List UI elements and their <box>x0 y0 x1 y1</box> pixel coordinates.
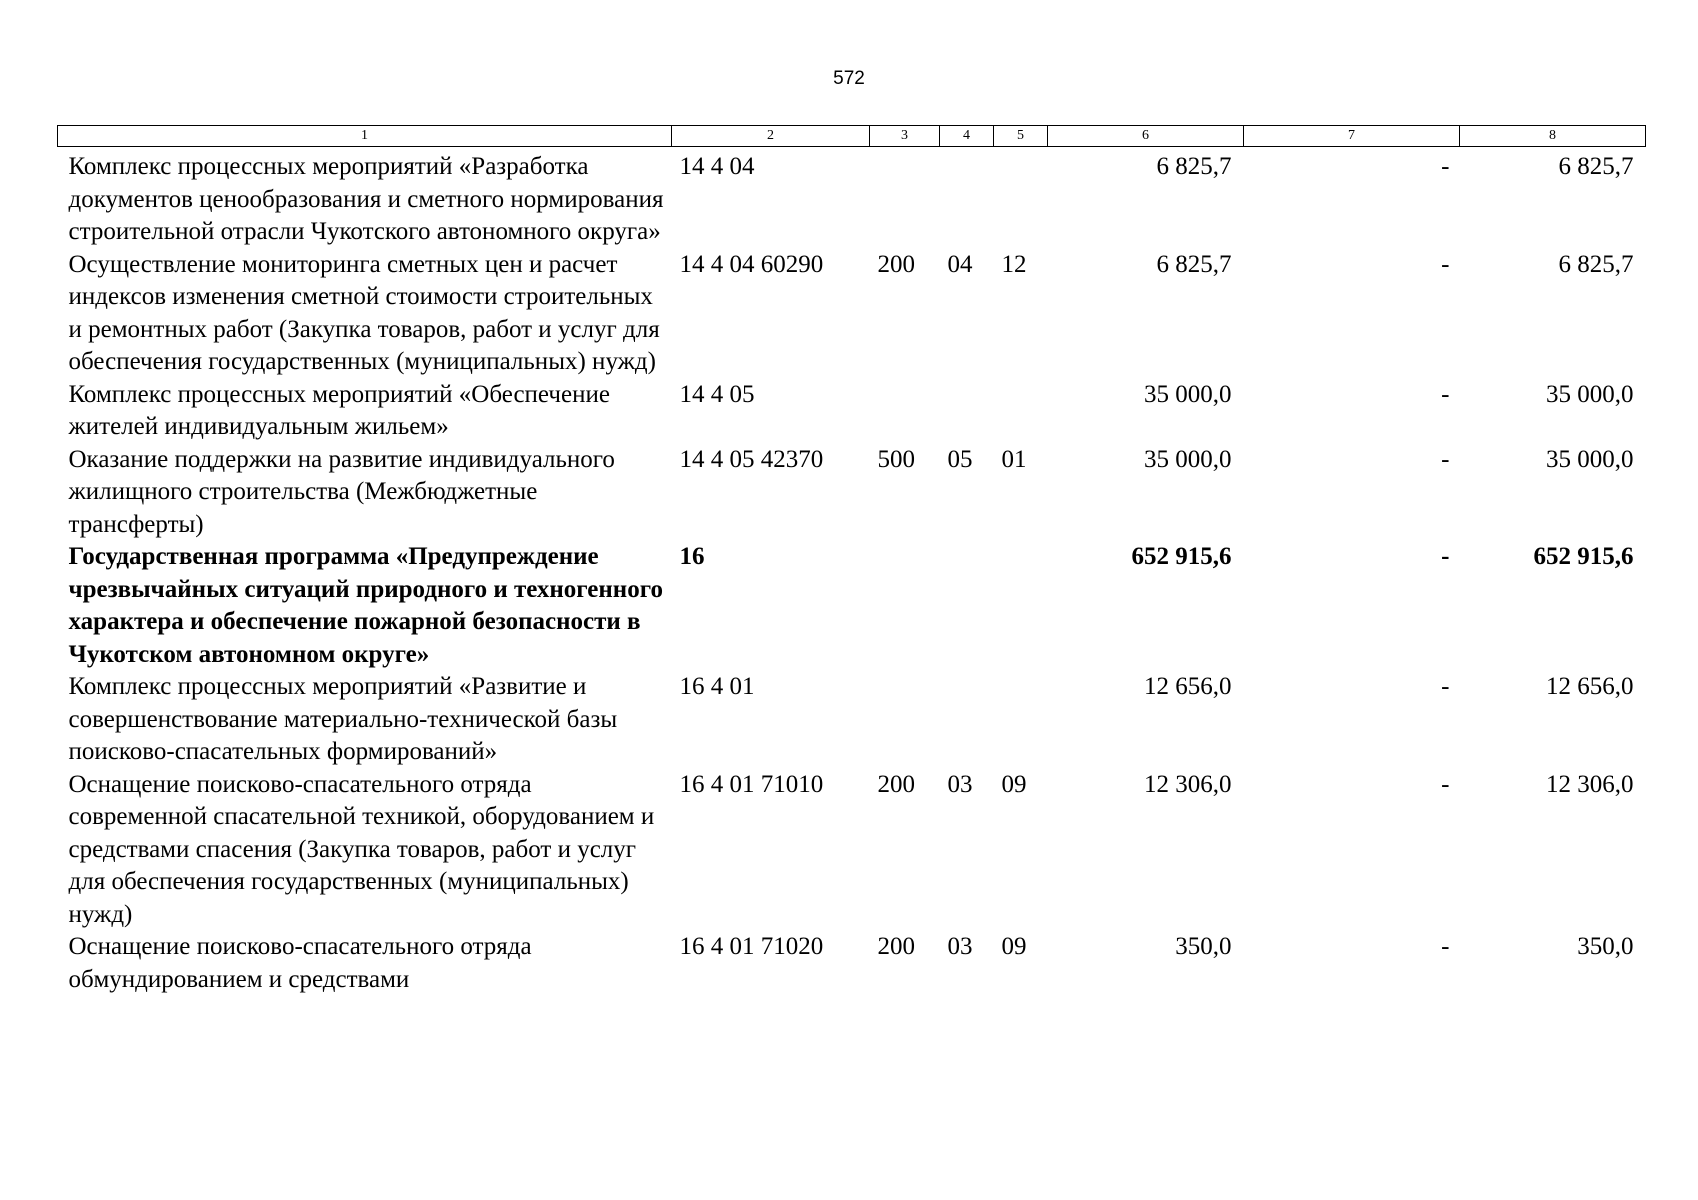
header-col-3: 3 <box>870 126 940 147</box>
table-row-program <box>58 541 1646 671</box>
row-amount-col6: 12 306,0 <box>1144 770 1232 798</box>
row-pr-code <box>994 541 1048 671</box>
row-rz-code: 05 <box>947 445 973 473</box>
row-name: Комплекс процессных мероприятий «Разработка документов ценообразования и сметного нормирования строительной отрасли Чукотского автономного округа» <box>68 153 664 245</box>
row-vr-code <box>870 671 940 769</box>
row-rz-code: 03 <box>947 770 973 798</box>
row-csr-code: 14 4 04 <box>679 153 755 180</box>
row-amount-col7: - <box>1441 153 1450 180</box>
row-name: Государственная программа «Предупреждение чрезвычайных ситуаций природного и техногенного характера и обеспечение пожарной безопасности в Чукотском автономном округе» <box>68 543 663 668</box>
table-row <box>58 769 1646 932</box>
row-amount-col8: 6 825,7 <box>1558 153 1634 180</box>
header-col-2: 2 <box>672 126 870 147</box>
row-vr-code: 200 <box>877 933 915 960</box>
row-pr-code <box>994 671 1048 769</box>
row-amount-col7: - <box>1441 770 1450 798</box>
row-rz-code <box>940 147 994 249</box>
row-vr-code: 200 <box>877 770 915 798</box>
row-vr-code <box>870 379 940 444</box>
row-amount-col6: 652 915,6 <box>1131 543 1232 570</box>
row-csr-code: 16 4 01 71020 <box>679 933 824 960</box>
table-row <box>58 249 1646 379</box>
table-header-row <box>58 126 1646 147</box>
header-col-4: 4 <box>940 126 994 147</box>
row-csr-code: 14 4 05 <box>679 380 755 408</box>
row-amount-col8: 12 656,0 <box>1546 673 1634 700</box>
row-pr-code: 09 <box>1001 770 1027 798</box>
row-amount-col7: - <box>1441 933 1450 960</box>
row-name: Оснащение поисково-спасательного отряда обмундированием и средствами <box>68 933 532 993</box>
row-amount-col7: - <box>1441 445 1450 473</box>
table-row <box>58 931 1646 996</box>
row-rz-code <box>940 541 994 671</box>
row-name: Оказание поддержки на развитие индивидуального жилищного строительства (Межбюджетные трансферты) <box>68 445 615 538</box>
row-amount-col6: 6 825,7 <box>1156 250 1232 278</box>
row-name: Комплекс процессных мероприятий «Обеспечение жителей индивидуальным жильем» <box>68 380 610 440</box>
row-pr-code: 12 <box>1001 250 1027 278</box>
row-pr-code: 09 <box>1001 933 1027 960</box>
row-vr-code <box>870 147 940 249</box>
header-col-1: 1 <box>58 126 672 147</box>
header-col-8: 8 <box>1460 126 1646 147</box>
row-csr-code: 16 4 01 <box>679 673 755 700</box>
row-vr-code <box>870 541 940 671</box>
row-csr-code: 14 4 04 60290 <box>679 250 824 278</box>
row-amount-col7: - <box>1441 673 1450 700</box>
header-col-6: 6 <box>1048 126 1244 147</box>
row-name: Комплекс процессных мероприятий «Развитие и совершенствование материально-технической базы поисково-спасательных формирований» <box>68 673 618 765</box>
table-row <box>58 379 1646 444</box>
table-row <box>58 444 1646 542</box>
row-csr-code: 16 <box>679 543 705 570</box>
row-amount-col8: 652 915,6 <box>1533 543 1634 570</box>
row-rz-code <box>940 671 994 769</box>
header-col-7: 7 <box>1244 126 1460 147</box>
row-amount-col8: 35 000,0 <box>1546 380 1634 408</box>
row-amount-col8: 35 000,0 <box>1546 445 1634 473</box>
row-name: Осуществление мониторинга сметных цен и расчет индексов изменения сметной стоимости строительных и ремонтных работ (Закупка товаров, работ и услуг для обеспечения государственных (муниципальных) нужд) <box>68 250 660 375</box>
row-pr-code <box>994 379 1048 444</box>
budget-table <box>57 125 1646 996</box>
row-amount-col8: 6 825,7 <box>1558 250 1634 278</box>
row-csr-code: 14 4 05 42370 <box>679 445 824 473</box>
row-amount-col6: 35 000,0 <box>1144 445 1232 473</box>
row-rz-code <box>940 379 994 444</box>
row-pr-code <box>994 147 1048 249</box>
row-vr-code: 500 <box>877 445 915 473</box>
row-rz-code: 03 <box>947 933 973 960</box>
page-number: 572 <box>833 68 865 89</box>
row-pr-code: 01 <box>1001 445 1027 473</box>
row-amount-col7: - <box>1441 250 1450 278</box>
row-amount-col8: 12 306,0 <box>1546 770 1634 798</box>
header-col-5: 5 <box>994 126 1048 147</box>
row-csr-code: 16 4 01 71010 <box>679 770 824 798</box>
row-amount-col6: 35 000,0 <box>1144 380 1232 408</box>
row-name: Оснащение поисково-спасательного отряда современной спасательной техникой, оборудованием и средствами спасения (Закупка товаров, работ и услуг для обеспечения государственных (муниципальных) нужд) <box>68 770 655 928</box>
row-amount-col6: 6 825,7 <box>1156 153 1232 180</box>
row-amount-col6: 12 656,0 <box>1144 673 1232 700</box>
row-amount-col8: 350,0 <box>1577 933 1634 960</box>
table-row <box>58 671 1646 769</box>
row-amount-col6: 350,0 <box>1175 933 1232 960</box>
row-amount-col7: - <box>1441 380 1450 408</box>
row-rz-code: 04 <box>947 250 973 278</box>
row-vr-code: 200 <box>877 250 915 278</box>
table-row <box>58 147 1646 249</box>
row-amount-col7: - <box>1441 543 1450 570</box>
